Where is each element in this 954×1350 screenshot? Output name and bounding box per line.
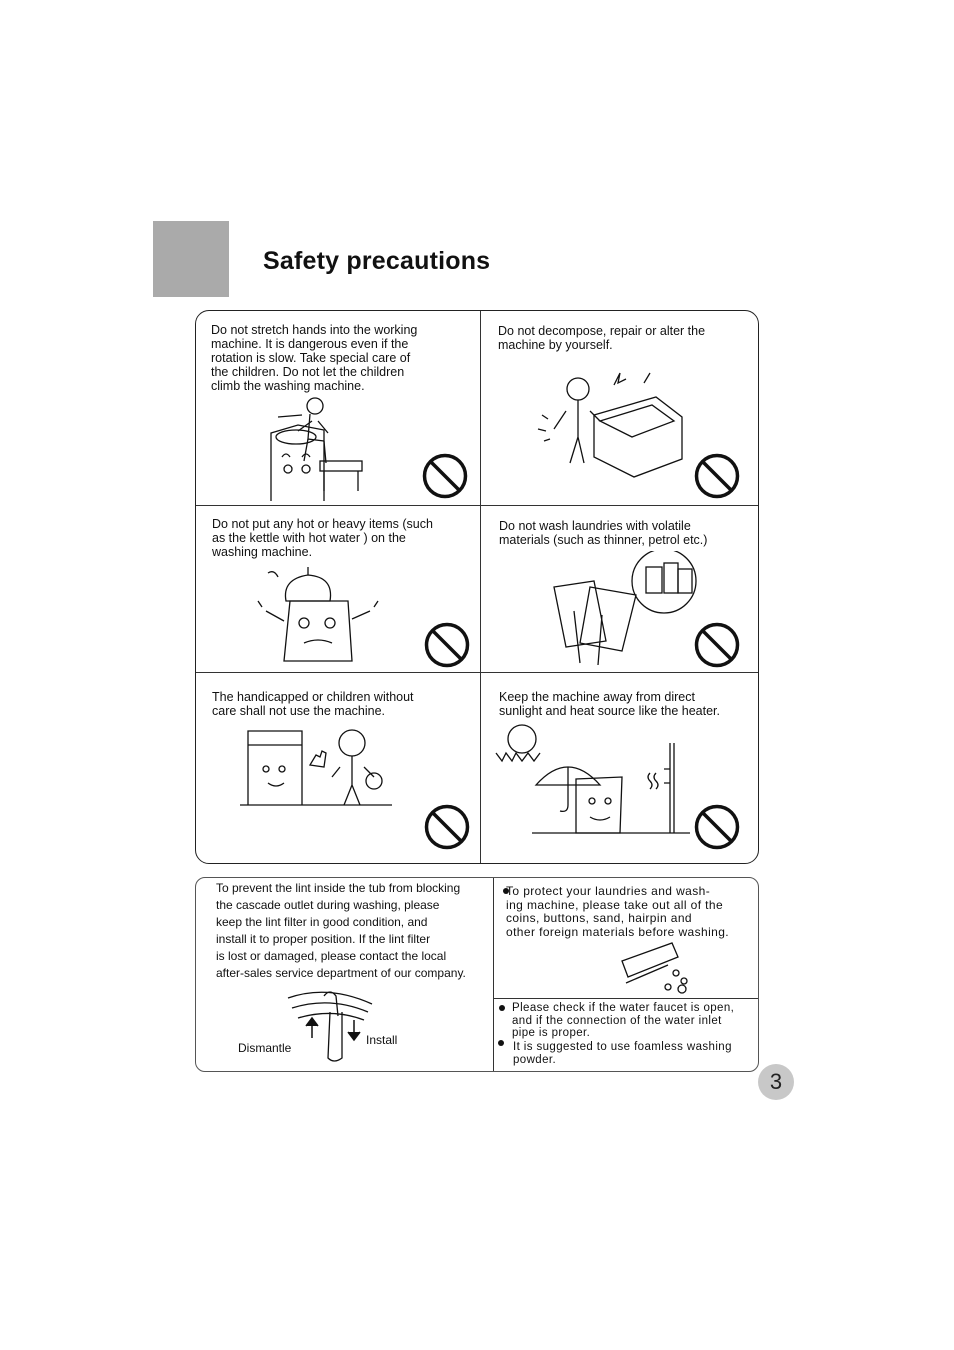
precaution-volatile: Do not wash laundries with volatile materials (such as thinner, petrol etc.) (499, 519, 708, 547)
page-title: Safety precautions (263, 247, 491, 275)
precautions-panel (195, 310, 759, 864)
panel-divider (493, 998, 758, 999)
bullet-icon (498, 1040, 504, 1046)
prohibited-icon (694, 804, 740, 850)
disassembly-illustration (534, 371, 684, 479)
maintenance-panel (195, 877, 759, 1072)
lint-filter-text: To prevent the lint inside the tub from blocking the cascade outlet during washing, please keep the lint filter in good condition, and install it to proper position. If the lint filter is lost or damaged, please contact the local after-sales service department of our company. (216, 881, 466, 980)
precaution-repair: Do not decompose, repair or alter the machine by yourself. (498, 324, 706, 352)
lint-filter-illustration (284, 986, 404, 1066)
child-climbing-illustration (268, 397, 378, 503)
sunlight-heater-illustration (492, 719, 692, 837)
precaution-hands: Do not stretch hands into the working machine. It is dangerous even if the rotation is slow. Take special care of the children. Do not let the children climb the washing machine. (211, 323, 418, 393)
protect-text: To protect your laundries and wash- ing machine, please take out all of the coins, buttons, sand, hairpin and other foreign materials before washing. (506, 884, 730, 939)
precaution-children: The handicapped or children without care shall not use the machine. (212, 690, 414, 718)
powder-note: It is suggested to use foamless washing powder. (513, 1041, 732, 1066)
kettle-on-machine-illustration (254, 561, 384, 665)
precaution-sunlight: Keep the machine away from direct sunlight and heat source like the heater. (499, 690, 720, 718)
install-label: Install (366, 1033, 398, 1047)
volatile-laundry-illustration (546, 551, 700, 665)
section-marker (153, 221, 229, 297)
prohibited-icon (694, 622, 740, 668)
faucet-note: Please check if the water faucet is open, and if the connection of the water inlet pipe is proper. (512, 1002, 735, 1039)
panel-divider (196, 672, 758, 673)
prohibited-icon (694, 453, 740, 499)
panel-divider (480, 311, 481, 863)
precaution-hot-items: Do not put any hot or heavy items (such as the kettle with hot water ) on the washing machine. (212, 517, 433, 559)
page-number: 3 (758, 1064, 794, 1100)
prohibited-icon (424, 804, 470, 850)
prohibited-icon (424, 622, 470, 668)
prohibited-icon (422, 453, 468, 499)
foreign-objects-illustration (620, 933, 694, 995)
panel-divider (196, 505, 758, 506)
dismantle-label: Dismantle (238, 1041, 292, 1055)
panel-divider (493, 878, 494, 1071)
bullet-icon (499, 1005, 505, 1011)
child-and-machine-illustration (240, 725, 392, 809)
